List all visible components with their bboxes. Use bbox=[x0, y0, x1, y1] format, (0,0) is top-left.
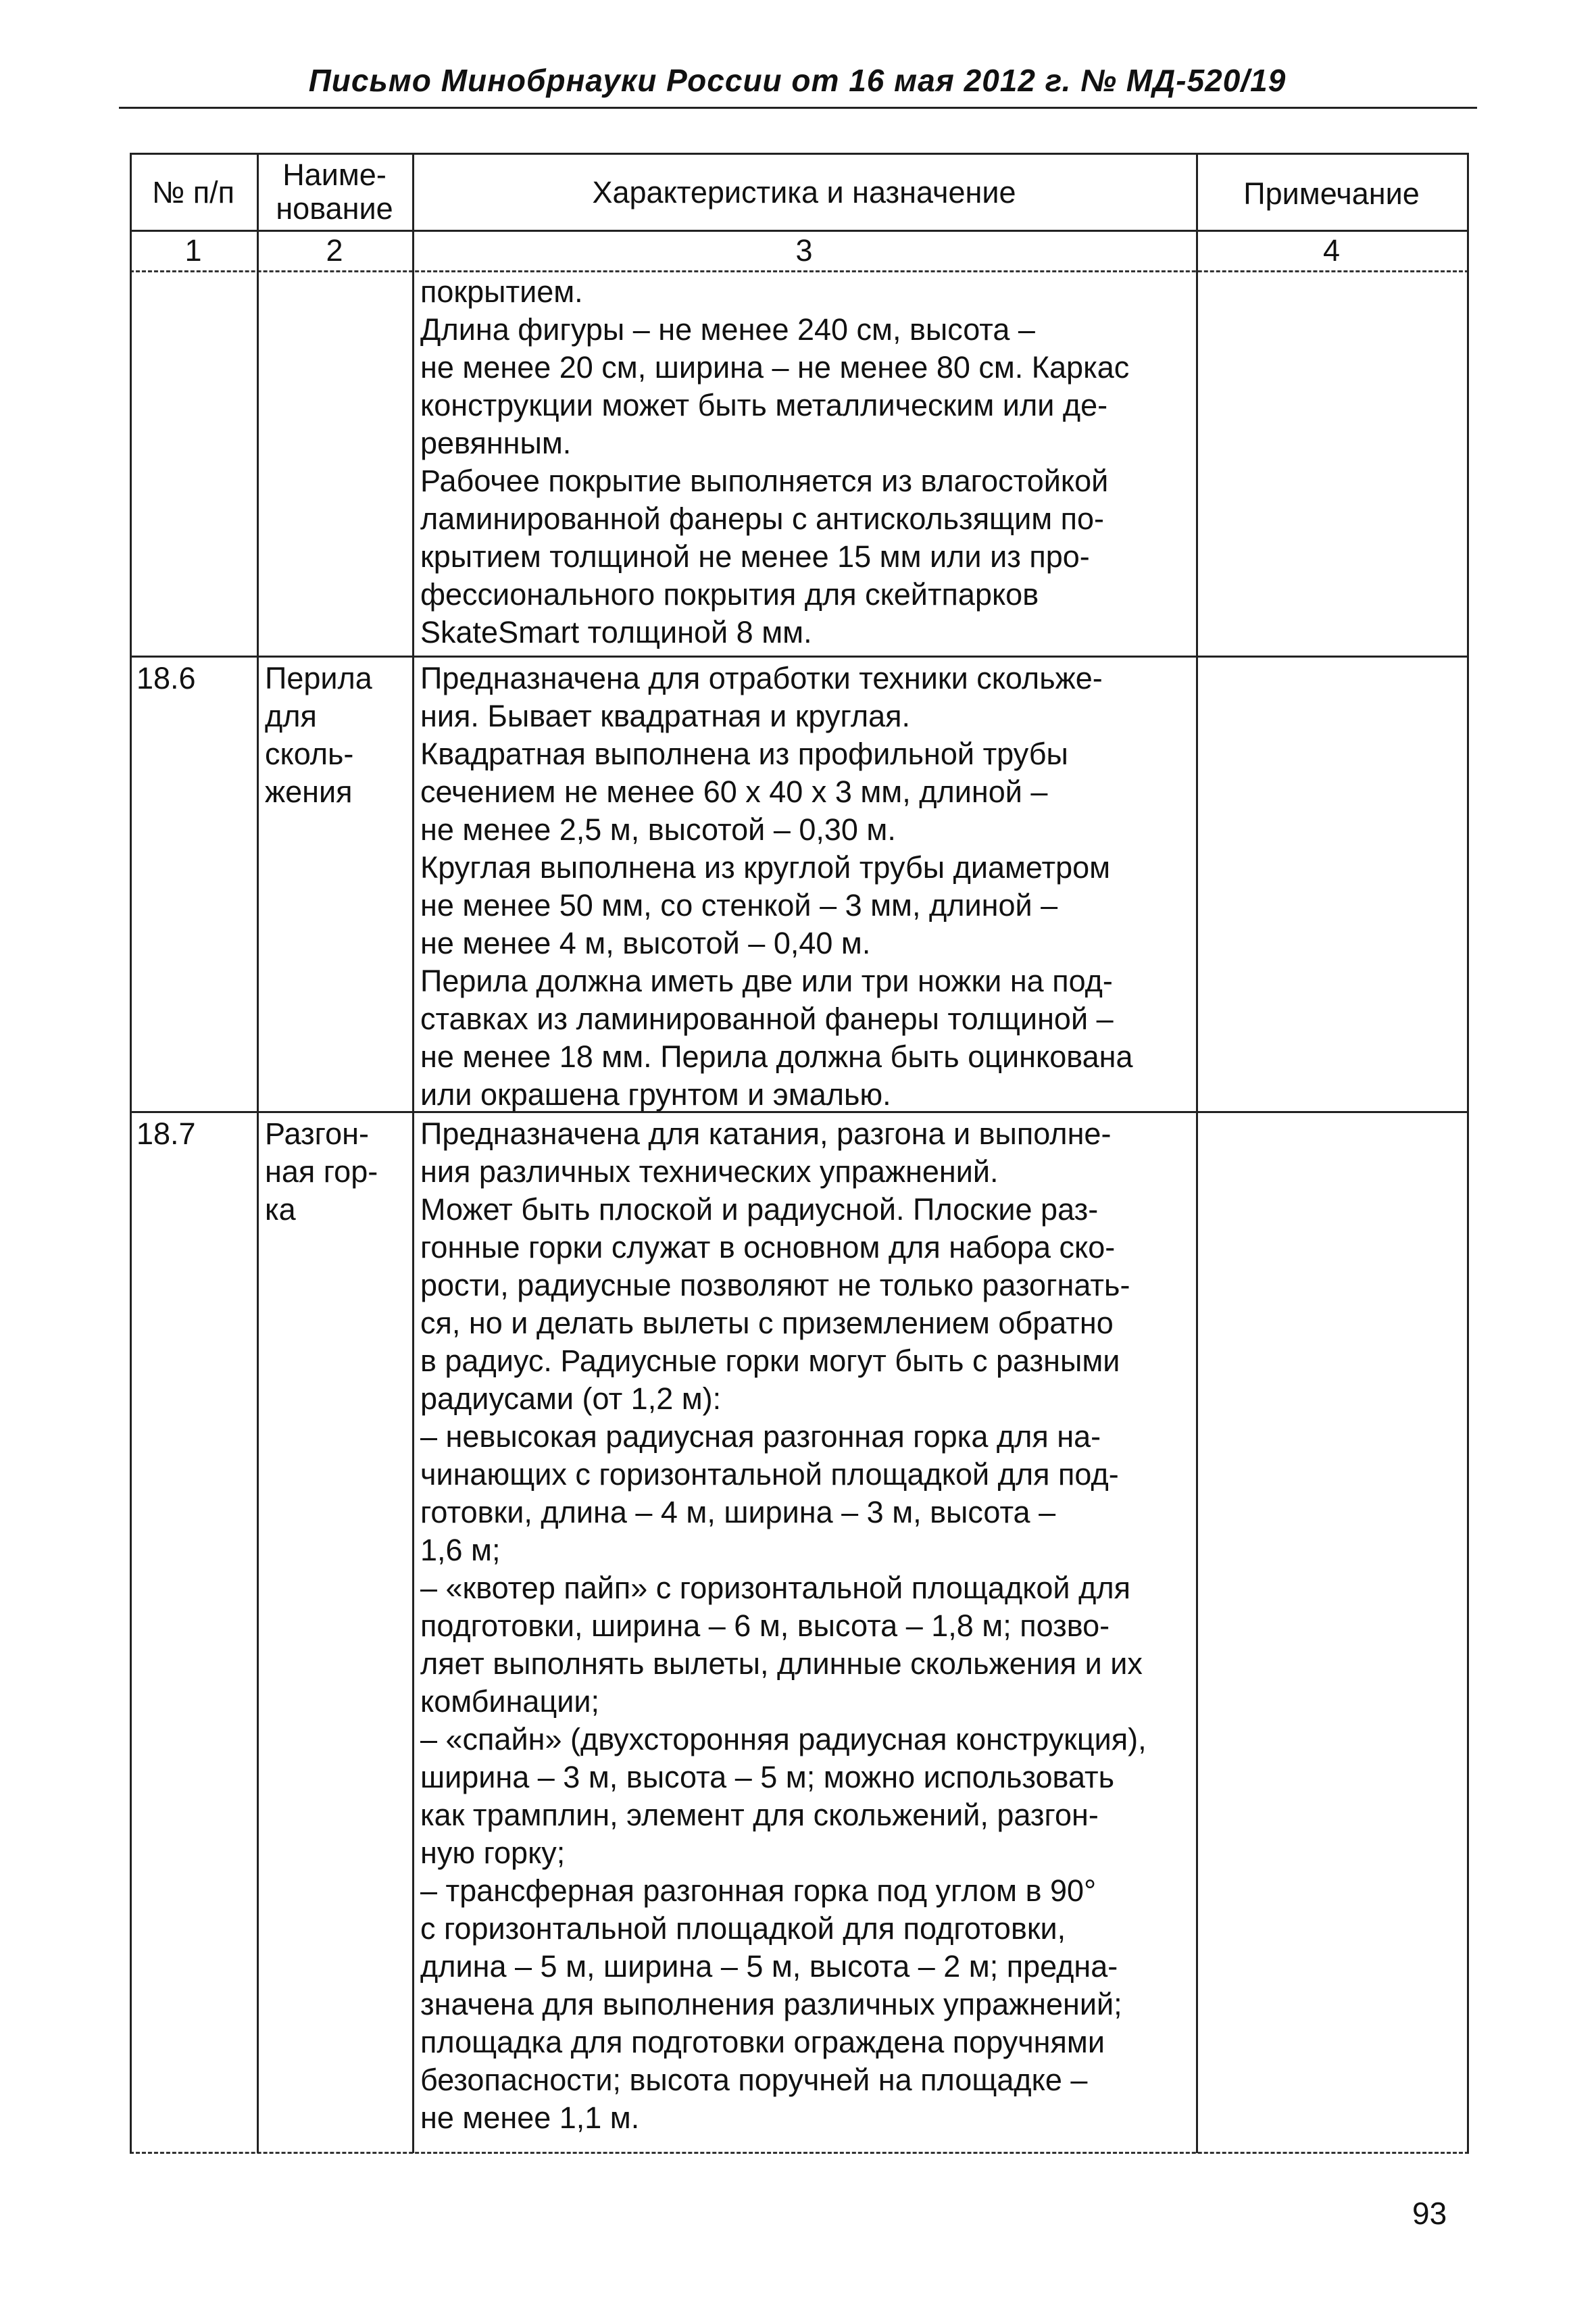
header-number: № п/п bbox=[151, 175, 234, 210]
column-number-3: 3 bbox=[795, 233, 813, 268]
col-border-1 bbox=[257, 153, 259, 2153]
header-note: Примечание bbox=[1243, 176, 1420, 211]
continuation-text: покрытием. Длина фигуры – не менее 240 см, высота – не менее 20 см, ширина – не менее 80 см. Каркас конструкции может быть металлическим или де- ревянным. Рабочее покрытие выполняется из влагостойкой ламинированной фанеры с антискользящим по- крытием толщиной не менее 15 мм или из про- фессионального покрытия для скейтпарков SkateSmart толщиной 8 мм. bbox=[420, 274, 1130, 649]
col-border-left bbox=[130, 153, 132, 2153]
header-name: Наиме- нование bbox=[276, 157, 393, 226]
header-bottom-border bbox=[130, 230, 1469, 232]
row-name-18-6: Перила для сколь- жения bbox=[265, 661, 372, 809]
row-separator-18-6 bbox=[130, 656, 1469, 658]
row-name-18-7: Разгон- ная гор- ка bbox=[265, 1116, 378, 1227]
row-text-18-6: Предназначена для отработки техники скольже- ния. Бывает квадратная и круглая. Квадратная выполнена из профильной трубы сечением не менее 60 х 40 х 3 мм, длиной – не менее 2,5 м, высотой – 0,30 м. Круглая выполнена из круглой трубы диаметром не менее 50 мм, со стенкой – 3 мм, длиной – не менее 4 м, высотой – 0,40 м. Перила должна иметь две или три ножки на под- ставках из ламинированной фанеры толщиной – не менее 18 мм. Перила должна быть оцинкована или окрашена грунтом и эмалью. bbox=[420, 661, 1133, 1112]
row-number-18-6: 18.6 bbox=[136, 661, 196, 695]
col-border-3 bbox=[1196, 153, 1198, 2153]
table-top-border bbox=[130, 153, 1469, 155]
page-number: 93 bbox=[1412, 2196, 1447, 2231]
column-numbers-dashed-line bbox=[130, 270, 1469, 272]
column-number-2: 2 bbox=[326, 233, 343, 268]
table-bottom-dashed-line bbox=[130, 2152, 1469, 2154]
column-number-4: 4 bbox=[1322, 233, 1341, 268]
header-characteristics: Характеристика и назначение bbox=[592, 175, 1016, 210]
col-border-right bbox=[1467, 153, 1469, 2153]
document-header-title: Письмо Минобрнауки России от 16 мая 2012 г. № МД-520/19 bbox=[308, 63, 1287, 98]
header-rule bbox=[119, 107, 1477, 109]
column-number-1: 1 bbox=[184, 233, 202, 268]
specification-table bbox=[130, 153, 1469, 2153]
row-text-18-7: Предназначена для катания, разгона и выполне- ния различных технических упражнений. Может быть плоской и радиусной. Плоские раз- гонные горки служат в основном для набора ско- рости, радиусные позволяют не только разогнать- ся, но и делать вылеты с приземлением обратно в радиус. Радиусные горки могут быть с разными радиусами (от 1,2 м): – невысокая радиусная разгонная горка для на- чинающих с горизонтальной площадкой для под- готовки, длина – 4 м, ширина – 3 м, высота – 1,6 м; – «квотер пайп» с горизонтальной площадкой для подготовки, ширина – 6 м, высота – 1,8 м; позво- ляет выполнять вылеты, длинные скольжения и их комбинации; – «спайн» (двухсторонняя радиусная конструкция), ширина – 3 м, высота – 5 м; можно использовать как трамплин, элемент для скольжений, разгон- ную горку; – трансферная разгонная горка под углом в 90° с горизонтальной площадкой для подготовки, длина – 5 м, ширина – 5 м, высота – 2 м; предна- значена для выполнения различных упражнений; площадка для подготовки ограждена поручнями безопасности; высота поручней на площадке – не менее 1,1 м. bbox=[420, 1116, 1147, 2135]
col-border-2 bbox=[412, 153, 414, 2153]
row-number-18-7: 18.7 bbox=[136, 1116, 196, 1151]
